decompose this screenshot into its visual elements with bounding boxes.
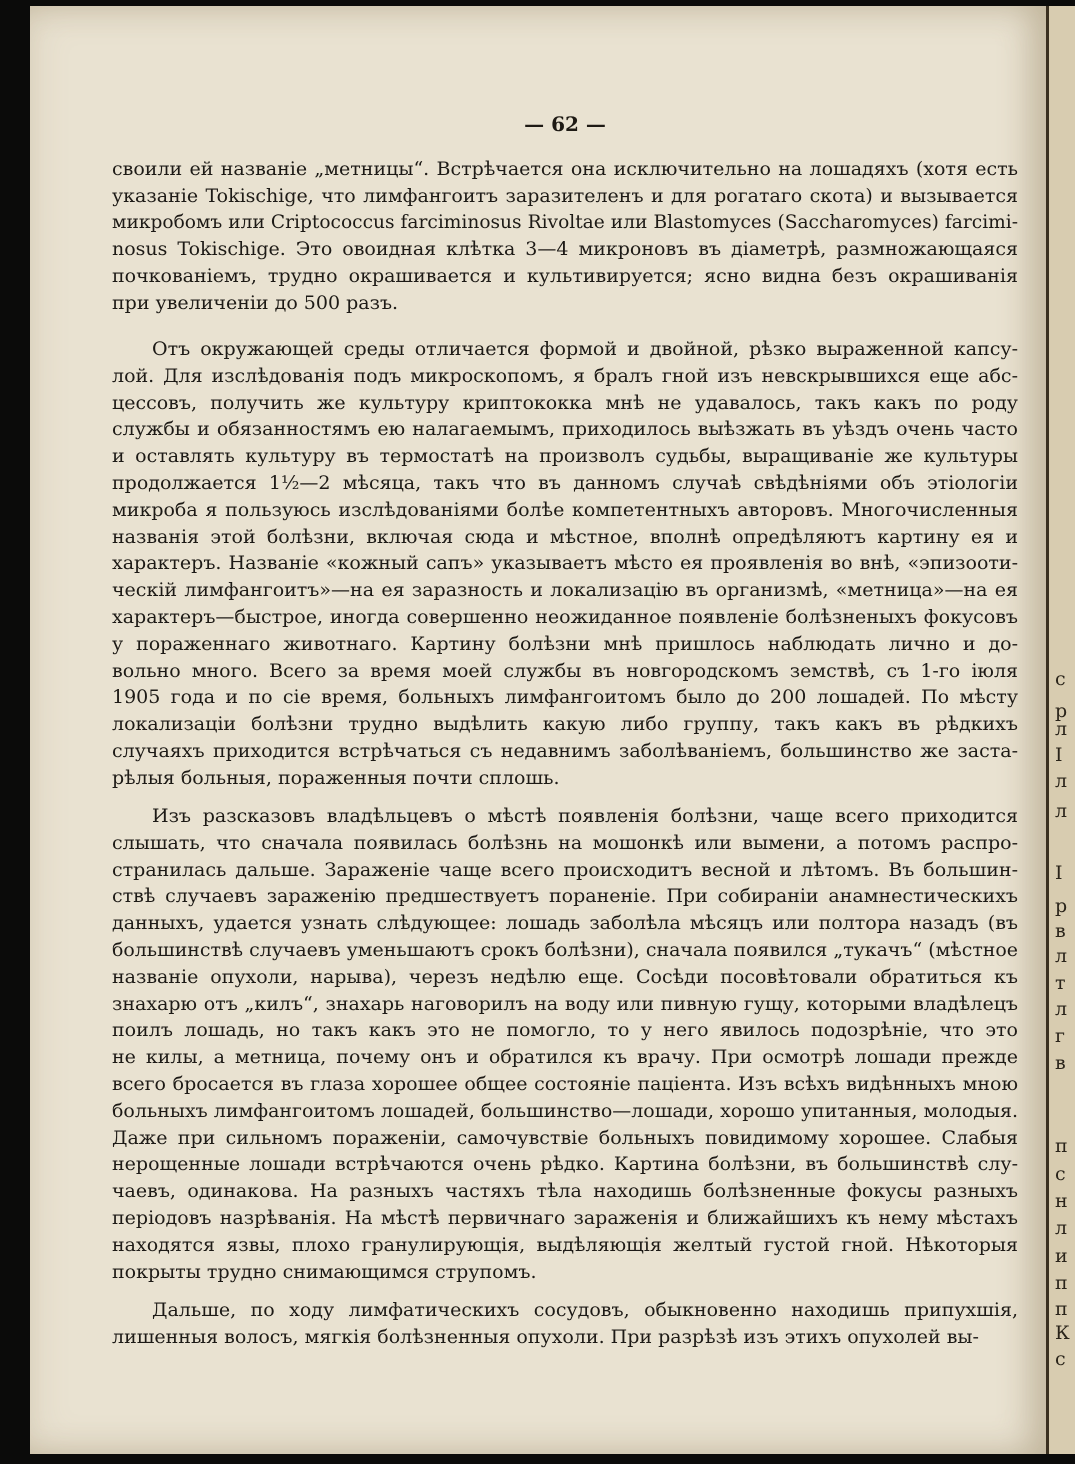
text-line: локализаціи болѣзни трудно выдѣлить какую либо группу, такъ какъ въ рѣдкихъ [112,713,1018,736]
page-number: — 62 — [524,112,606,136]
facing-page-letter: с [1055,1348,1066,1370]
text-line: названія этой болѣзни, включая сюда и мѣстное, вполнѣ опредѣляютъ картину ея и [112,525,1018,548]
paragraph-3 [112,803,1018,1285]
facing-page-letter: в [1055,1052,1066,1074]
text-line: своили ей названіе „метницы“. Встрѣчается она исключительно на лошадяхъ (хотя есть [112,158,1018,180]
text-line: микробомъ или Criptococcus farciminosus Rivoltae или Blastomyces (Saccharomyces) farcimi- [112,211,1018,233]
text-line: данныхъ, удается узнать слѣдующее: лошадь заболѣла мѣсяцъ или полтора назадъ (въ [112,912,1018,935]
text-line: лишенныя волосъ, мягкія болѣзненныя опухоли. При разрѣзѣ изъ этихъ опухолей вы- [112,1325,979,1348]
paragraph-2 [112,336,1018,792]
text-line: при увеличеніи до 500 разъ. [112,291,399,314]
facing-page-letter: п [1055,1272,1068,1294]
text-line: рѣлыя больныя, пораженныя почти сплошь. [112,766,560,789]
text-line: не килы, а метница, почему онъ и обратился къ врачу. При осмотрѣ лошади прежде [112,1046,1018,1069]
text-line: цессовъ, получить же культуру криптококка мнѣ не удавалось, такъ какъ по роду [112,391,1018,414]
text-line: періодовъ назрѣванія. На мѣстѣ первичнаго зараженія и ближайшихъ къ нему мѣстахъ [112,1206,1018,1229]
text-line: Изъ разсказовъ владѣльцевъ о мѣстѣ появленія болѣзни, чаще всего приходится [152,805,1018,827]
text-line: службы и обязанностямъ ею налагаемымъ, приходилось выѣзжать въ уѣздъ очень часто [112,418,1018,441]
text-line: 1905 года и по сіе время, больныхъ лимфангоитомъ было до 200 лошадей. По мѣсту [112,686,1018,709]
facing-page-letter: н [1055,1190,1068,1212]
facing-page-letter: с [1055,668,1066,690]
facing-page-letter: I [1055,862,1063,884]
facing-page-letter: р [1055,700,1068,722]
text-line: характеръ. Названіе «кожный сапъ» указываетъ мѣсто ея проявленія во внѣ, «эпизооти- [112,552,1018,575]
facing-page-edge [1046,6,1075,1454]
text-line: поилъ лошадь, но такъ какъ это не помогло, то у него явилось подозрѣніе, что это [112,1019,1018,1042]
text-line: ческій лимфангоитъ»—на ея заразность и локализацію въ организмѣ, «метница»—на ея [112,579,1018,602]
text-line: микроба я пользуюсь изслѣдованіями болѣе компетентныхъ авторовъ. Многочисленныя [112,498,1018,521]
text-line: и оставлять культуру въ термостатѣ на произволъ судьбы, выращиваніе же культуры [112,445,1018,468]
facing-page-letter: л [1055,1217,1068,1239]
text-line: у пораженнаго животнаго. Картину болѣзни мнѣ пришлось наблюдать лично и до- [112,632,1018,655]
facing-page-letter: г [1055,1025,1065,1047]
text-line: Отъ окружающей среды отличается формой и двойной, рѣзко выраженной капсу- [152,338,1018,360]
text-line: характеръ—быстрое, иногда совершенно неожиданное появленіе болѣзненыхъ фокусовъ [112,605,1018,628]
paragraph-1 [112,156,1018,317]
text-line: nosus Tokischige. Это овоидная клѣтка 3—4 микроновъ въ діаметрѣ, размножающаяся [112,238,1018,261]
facing-page-letter: т [1055,972,1066,994]
text-line: знахарю отъ „килъ“, знахарь наговорилъ на воду или пивную гущу, которыми владѣлецъ [112,992,1018,1015]
facing-page-letter: л [1055,770,1068,792]
facing-page-letter: л [1055,998,1068,1020]
facing-page-letter: п [1055,1298,1068,1320]
facing-page-letter: и [1055,1245,1068,1267]
text-line: Даже при сильномъ пораженіи, самочувствіе больныхъ повидимому хорошее. Слабыя [112,1126,1018,1149]
text-line: слышать, что сначала появилась болѣзнь на мошонкѣ или вымени, а потомъ распро- [112,831,1018,854]
text-line: больныхъ лимфангоитомъ лошадей, большинство—лошади, хорошо упитанныя, молодыя. [112,1099,1018,1122]
text-line: находятся язвы, плохо гранулирующія, выдѣляющія желтый густой гной. Нѣкоторыя [112,1233,1018,1256]
text-line: большинствѣ случаевъ уменьшаютъ срокъ болѣзни), сначала появился „тукачъ“ (мѣстное [112,938,1018,961]
text-line: ствѣ случаевъ зараженію предшествуетъ пораненіе. При собираніи анамнестическихъ [112,885,1018,908]
text-line: названіе опухоли, нарыва), черезъ недѣлю еще. Сосѣди посовѣтовали обратиться къ [112,965,1018,988]
text-line: всего бросается въ глаза хорошее общее состояніе паціента. Изъ всѣхъ видѣнныхъ мною [112,1072,1018,1095]
text-line: лой. Для изслѣдованія подъ микроскопомъ, я бралъ гной изъ невскрывшихся еще абс- [112,364,1018,387]
text-line: Дальше, по ходу лимфатическихъ сосудовъ, обыкновенно находишь припухшія, [152,1299,1018,1321]
facing-page-letter: п [1055,1135,1068,1157]
facing-page-letter: в [1055,920,1066,942]
facing-page-letter: л [1055,718,1068,740]
paragraph-4 [112,1297,1018,1351]
text-line: почкованіемъ, трудно окрашивается и культивируется; ясно видна безъ окрашиванія [112,265,1018,288]
facing-page-letter: с [1055,1163,1066,1185]
text-line: указаніе Tokischige, что лимфангоитъ заразителенъ и для рогатаго скота) и вызывается [112,184,1018,207]
text-line: покрыты трудно снимающимся струпомъ. [112,1260,537,1283]
text-line: продолжается 1½—2 мѣсяца, такъ что въ данномъ случаѣ свѣдѣніями объ этіологіи [112,471,1018,494]
facing-page-letter: I [1055,744,1063,766]
facing-page-letter: л [1055,800,1068,822]
text-line: странилась дальше. Зараженіе чаще всего происходитъ весной и лѣтомъ. Въ большин- [112,858,1018,881]
text-line: чаевъ, одинакова. На разныхъ частяхъ тѣла находишь болѣзненные фокусы разныхъ [112,1180,1018,1203]
facing-page-letter: р [1055,895,1068,917]
facing-page-letter: л [1055,945,1068,967]
facing-page-letter: К [1055,1322,1070,1344]
text-line: случаяхъ приходится встрѣчаться съ недавнимъ заболѣваніемъ, большинство же заста- [112,739,1018,762]
text-line: вольно много. Всего за время моей службы въ новгородскомъ земствѣ, съ 1-го іюля [112,659,1018,682]
text-line: нерощенные лошади встрѣчаются очень рѣдко. Картина болѣзни, въ большинствѣ слу- [112,1153,1018,1176]
